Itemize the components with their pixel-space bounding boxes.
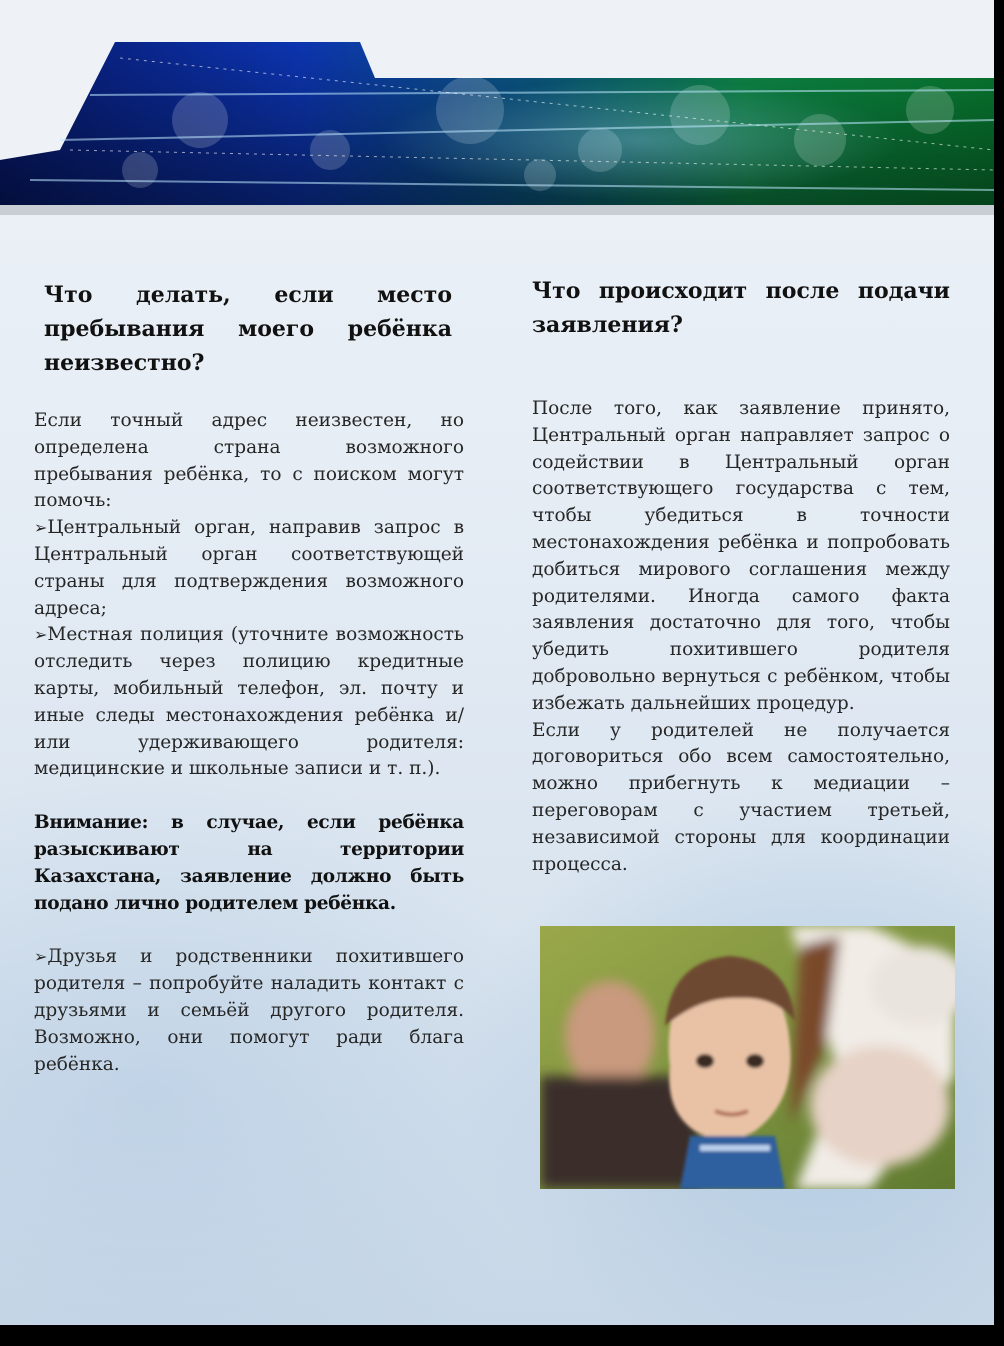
right-heading: Что происходит после подачи заявления? (532, 278, 950, 338)
bullet-arrow-icon: ➢ (34, 947, 48, 967)
list-item-central-authority (34, 515, 464, 622)
header-banner (0, 0, 994, 215)
list-item-text: Центральный орган, направив запрос в Центральный орган соответствующей страны для подтверждения возможного адреса; (34, 517, 464, 619)
bullet-arrow-icon: ➢ (34, 518, 48, 538)
left-heading: Что делать, если место пребывания моего ребёнка неизвестно? (44, 282, 452, 376)
child-photo (540, 926, 955, 1189)
list-item-text: Местная полиция (уточните возможность отследить через полицию кредитные карты, мобильный телефон, эл. почту и иные следы местонахождения ребёнка и/или удерживающего родителя: медицинские и школьные записи и т. п.). (34, 624, 464, 780)
list-item-text: Друзья и родственники похитившего родителя – попробуйте наладить контакт с друзьями и семьёй другого родителя. Возможно, они помогут ради блага ребёнка. (34, 946, 464, 1075)
list-item-police (34, 622, 464, 783)
right-paragraph-1: После того, как заявление принято, Центральный орган направляет запрос о содействии в Центральный орган соответствующего государства с тем, чтобы убедиться в точности местонахождения ребёнка и попробовать добиться мирового соглашения между родителями. Иногда самого факта заявления достаточно для того, чтобы убедить похитившего родителя добровольно вернуться с ребёнком, чтобы избежать дальнейших процедур. (532, 398, 950, 714)
warning-note: Внимание: в случае, если ребёнка разыскивают на территории Казахстана, заявление должно быть подано лично родителем ребёнка. (34, 812, 464, 914)
left-intro: Если точный адрес неизвестен, но определена страна возможного пребывания ребёнка, то с поиском могут помочь: (34, 410, 464, 512)
bullet-arrow-icon: ➢ (34, 625, 48, 645)
left-column (34, 278, 464, 1078)
bottom-edge (0, 1325, 1004, 1346)
right-edge (994, 0, 1004, 1346)
list-item-friends (34, 944, 464, 1078)
right-paragraph-2: Если у родителей не получается договориться обо всем самостоятельно, можно прибегнуть к медиации – переговорам с участием третьей, независимой стороны для координации процесса. (532, 719, 950, 875)
right-column (532, 274, 950, 878)
